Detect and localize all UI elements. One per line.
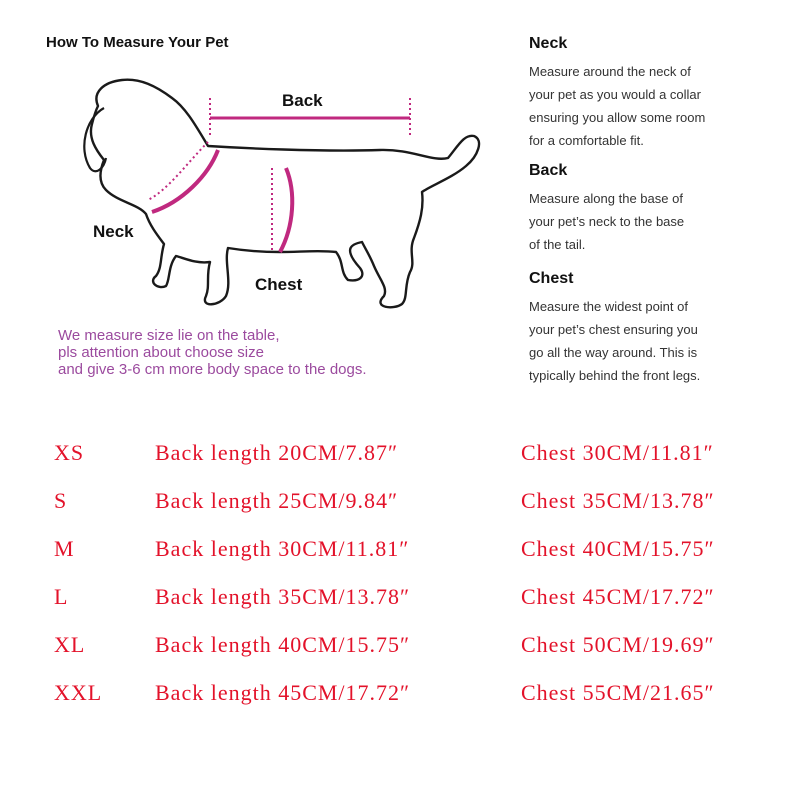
instruction-line: ensuring you allow some room [529,110,706,125]
size-name: XXL [54,680,103,705]
note-line: pls attention about choose size [58,344,264,361]
size-row [0,440,800,480]
instruction-line: Measure along the base of [529,191,683,206]
size-name: XL [54,632,86,657]
size-name: L [54,584,69,609]
size-row [0,632,800,672]
chest-size: Chest 50CM/19.69″ [521,632,715,657]
back-instruction [529,161,684,256]
size-row [0,584,800,624]
dog-outline [91,80,479,308]
chest-size: Chest 45CM/17.72″ [521,584,715,609]
back-length: Back length 30CM/11.81″ [155,536,410,561]
chest-label: Chest [255,275,303,294]
instruction-heading: Neck [529,35,568,52]
back-length: Back length 20CM/7.87″ [155,440,399,465]
back-length: Back length 40CM/15.75″ [155,632,411,657]
back-length: Back length 25CM/9.84″ [155,488,399,513]
guide-title: How To Measure Your Pet [46,34,229,51]
neck-measure-line [152,150,218,212]
chest-size: Chest 30CM/11.81″ [521,440,714,465]
instruction-line: Measure around the neck of [529,64,691,79]
instruction-line: for a comfortable fit. [529,133,644,148]
instruction-heading: Chest [529,270,574,287]
back-length: Back length 45CM/17.72″ [155,680,411,705]
instruction-heading: Back [529,162,568,179]
instruction-line: typically behind the front legs. [529,368,701,383]
size-name: M [54,536,75,561]
chest-measure-line [280,168,292,252]
size-name: XS [54,440,85,465]
chest-size: Chest 35CM/13.78″ [521,488,715,513]
instruction-line: your pet’s chest ensuring you [529,322,698,337]
size-chart [0,430,800,730]
size-row [0,488,800,528]
back-label: Back [282,91,323,110]
note-line: and give 3-6 cm more body space to the dogs. [58,361,367,378]
neck-label: Neck [93,222,134,241]
size-row [0,536,800,576]
back-length: Back length 35CM/13.78″ [155,584,411,609]
instruction-line: of the tail. [529,237,586,252]
neck-instruction [529,34,705,152]
instruction-line: Measure the widest point of [529,299,688,314]
note-line: We measure size lie on the table, [58,327,280,344]
instruction-line: go all the way around. This is [529,345,698,360]
chest-instruction [529,269,700,387]
neck-dashed-line [148,142,208,200]
instruction-line: your pet as you would a collar [529,87,701,102]
chest-size: Chest 55CM/21.65″ [521,680,715,705]
measurement-note [58,327,478,378]
size-name: S [54,488,68,513]
size-row [0,680,800,720]
chest-size: Chest 40CM/15.75″ [521,536,715,561]
instruction-line: your pet’s neck to the base [529,214,685,229]
